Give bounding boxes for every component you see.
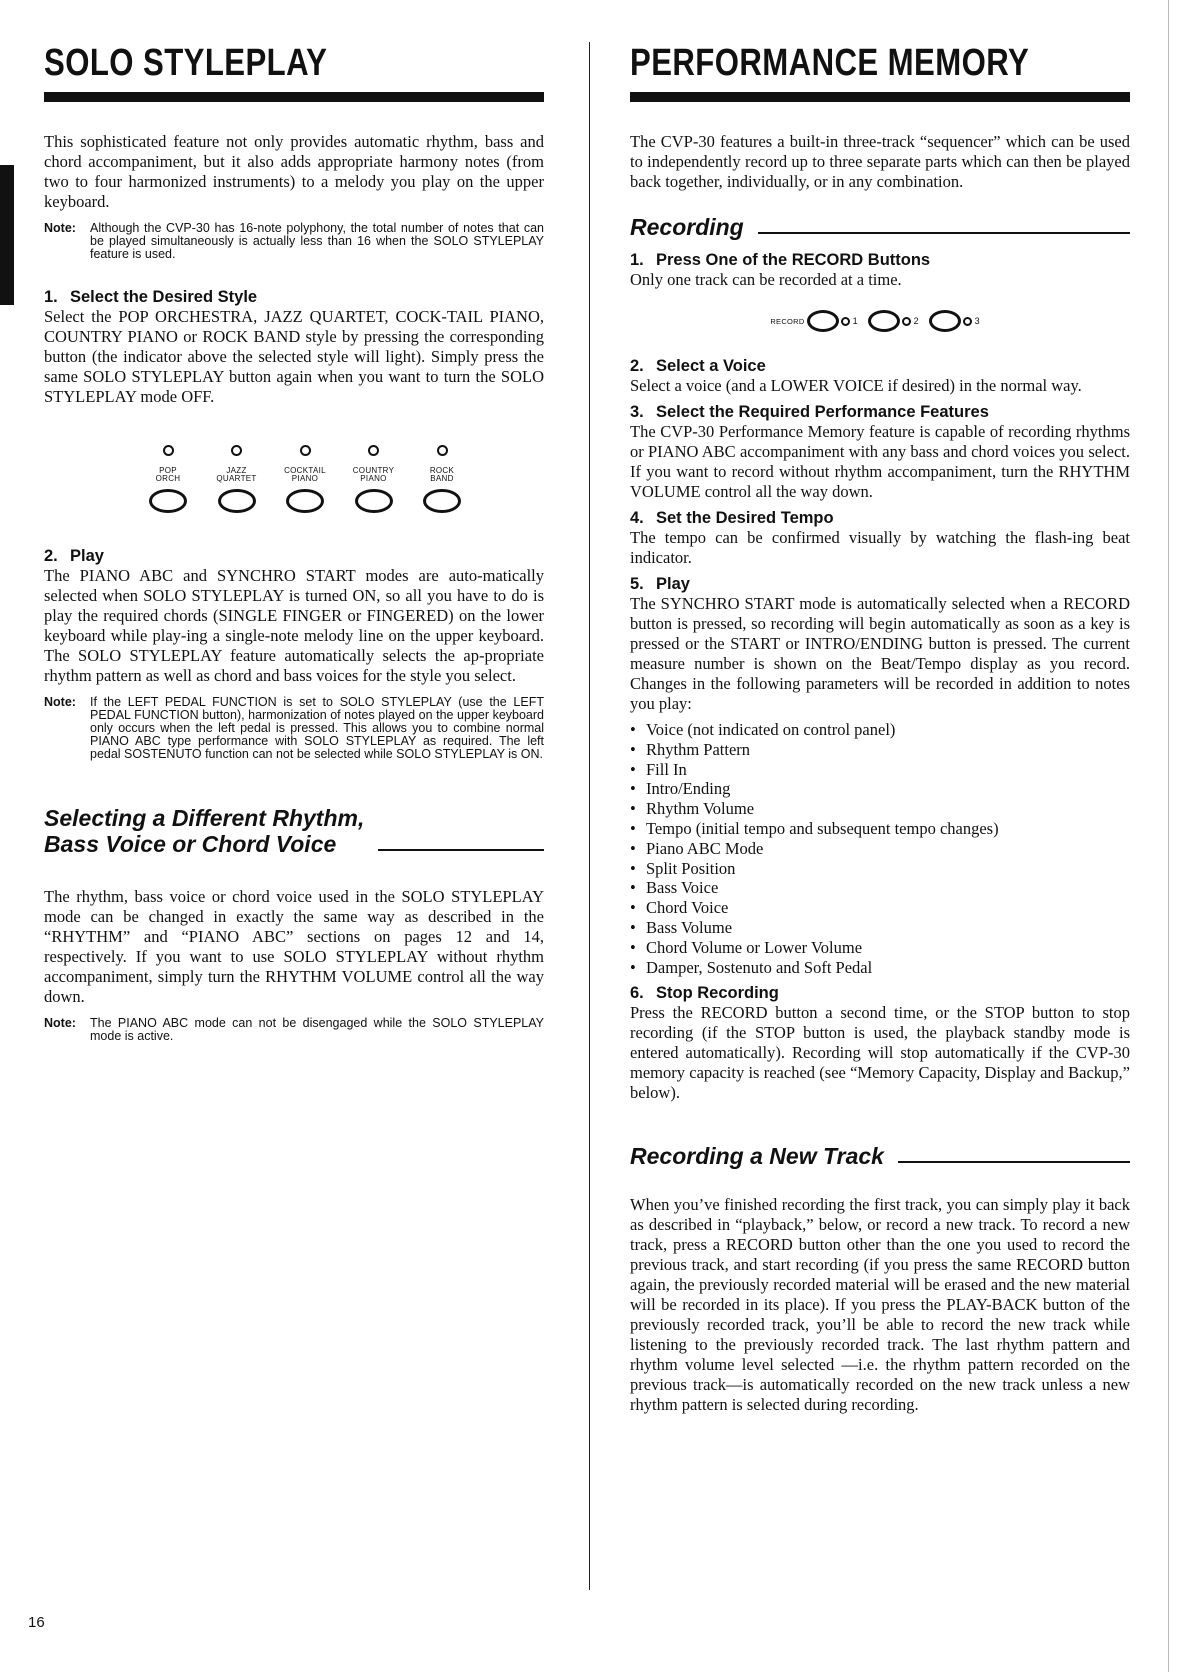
style-button-pop-orch[interactable] [149,489,187,513]
step-title: Select a Voice [656,357,766,375]
step-heading [44,546,544,566]
style-jazz-quartet [209,443,265,518]
step-heading [44,287,544,307]
step-number: 2. [630,357,644,375]
step-number: 5. [630,575,644,593]
different-rhythm-body: The rhythm, bass voice or chord voice used in the SOLO STYLEPLAY mode can be changed in exactly the same way as described in the “RHYTHM” and “PIANO ABC” sections on pages 12 and 14, respectively. If you want to use SOLO STYLEPLAY without rhythm accompaniment, simply turn the RHYTHM VOLUME control all the way down. [44,887,544,1006]
style-button-country-piano[interactable] [355,489,393,513]
record-button-1[interactable] [807,310,839,332]
note-piano-abc [44,1017,544,1043]
step-heading [630,574,1130,594]
list-item: • Rhythm Pattern [630,740,1130,760]
step-select-voice [630,356,1130,396]
list-item: • Damper, Sostenuto and Soft Pedal [630,958,1130,978]
list-item: • Chord Voice [630,898,1130,918]
indicator-light-icon [163,445,174,456]
list-item: • Fill In [630,760,1130,780]
column-divider [589,42,590,1590]
new-track-body: When you’ve finished recording the first track, you can simply play it back as described in “playback,” below, or record a new track. To record a new track, press a RECORD button other than the one you used to record the previous track, and start recording (if you press the same RECORD button again, the previously recorded material will be erased and the new material will be recorded in its place). If you press the PLAY-BACK button of the previously recorded track, you’ll be able to record the new track while listening to the previously recorded track. The last rhythm pattern and rhythm volume level selected —i.e. the rhythm pattern recorded on the previous track—is automatically recorded on the new track unless a new rhythm pattern is selected during recording. [630,1195,1130,1415]
page-title-solo-styleplay: SOLO STYLEPLAY [44,42,328,84]
heading-rule [378,849,544,851]
indicator-light-icon [368,445,379,456]
style-button-cocktail-piano[interactable] [286,489,324,513]
list-item: • Intro/Ending [630,779,1130,799]
step-body: The PIANO ABC and SYNCHRO START modes are auto-matically selected when SOLO STYLEPLAY is turned ON, so all you have to do is play the required chords (SINGLE FINGER or FINGERED) on the lower keyboard while play-ing a single-note melody line on the upper keyboard. The SOLO STYLEPLAY feature automatically selects the ap-propriate rhythm pattern as well as chord and bass voices for the style you select. [44,566,544,685]
record-button-panel [630,310,1130,332]
step-number: 2. [44,547,58,565]
style-button-rock-band[interactable] [423,489,461,513]
section-heading-recording [630,214,1130,240]
step-body: Only one track can be recorded at a time. [630,270,902,289]
record-number: 3 [974,316,980,326]
step-stop-recording [630,983,1130,1103]
indicator-light-icon [963,317,972,326]
list-item: • Bass Voice [630,878,1130,898]
style-button-panel [140,443,470,518]
style-label: POP ORCH [155,466,181,483]
step-number: 6. [630,984,644,1003]
solo-styleplay-intro: This sophisticated feature not only provides automatic rhythm, bass and chord accompaniment, but it also adds appropriate harmony notes (from two to four harmonized instruments) to a melody you play on the upper keyboard. [44,132,544,211]
page-edge-line [1168,0,1169,1672]
step-press-record [630,250,1130,290]
style-pop-orch [140,443,196,518]
step-number: 1. [630,251,644,269]
note-left-pedal [44,696,544,761]
note-label: Note: [44,221,76,235]
record-button-2[interactable] [868,310,900,332]
left-column [44,40,544,1043]
page-edge-tab [0,165,14,305]
step-title: Stop Recording [656,984,779,1003]
step-heading [630,250,1130,270]
list-item: • Split Position [630,859,1130,879]
step-title: Select the Desired Style [70,288,258,306]
note-polyphony [44,222,544,261]
step-body: Press the RECORD button a second time, or the STOP button to stop recording (if the STOP button is used, the playback standby mode is entered automatically). Recording will stop automatically if the CVP-30 memory capacity is reached (see “Memory Capacity, Display and Backup,” below). [630,1003,1130,1103]
recorded-parameters-list [630,720,1130,977]
step-body: The CVP-30 Performance Memory feature is capable of recording rhythms or PIANO ABC accompaniment with any bass and chord voices you select. If you want to record without rhythm accompaniment, turn the RHYTHM VOLUME control all the way down. [630,422,1130,501]
note-label: Note: [44,695,76,709]
step-number: 1. [44,288,58,306]
page-number: 16 [28,1614,45,1631]
section-heading-different-rhythm [44,805,544,857]
step-select-style [44,287,544,407]
step-heading [630,983,1130,1003]
page-title-performance-memory: PERFORMANCE MEMORY [630,42,1030,84]
list-item: • Chord Volume or Lower Volume [630,938,1130,958]
step-body: Select the POP ORCHESTRA, JAZZ QUARTET, COCK-TAIL PIANO, COUNTRY PIANO or ROCK BAND style by pressing the corresponding button (the indicator above the selected style will light). Simply press the same SOLO STYLEPLAY button again when you want to turn the SOLO STYLEPLAY mode OFF. [44,307,544,406]
step-performance-features [630,402,1130,502]
heading-rule [758,232,1130,234]
section-title: Recording [630,214,744,240]
record-number: 2 [913,316,919,326]
list-item: • Rhythm Volume [630,799,1130,819]
record-label: RECORD [770,316,805,326]
step-number: 3. [630,403,644,421]
step-title: Select the Required Performance Features [656,403,989,421]
style-cocktail-piano [277,443,333,518]
step-play-recording [630,574,1130,977]
note-text: The PIANO ABC mode can not be disengaged while the SOLO STYLEPLAY mode is active. [90,1016,544,1043]
indicator-light-icon [300,445,311,456]
list-item: • Voice (not indicated on control panel) [630,720,1130,740]
step-body: Select a voice (and a LOWER VOICE if desired) in the normal way. [630,376,1082,395]
style-country-piano [346,443,402,518]
step-title: Set the Desired Tempo [656,509,834,527]
step-heading [630,356,1130,376]
right-column [630,40,1130,1415]
indicator-light-icon [841,317,850,326]
title-underline-bar [630,92,1130,102]
step-heading [630,508,1130,528]
step-play [44,546,544,686]
list-item: • Bass Volume [630,918,1130,938]
indicator-light-icon [437,445,448,456]
record-button-3[interactable] [929,310,961,332]
step-title: Play [70,547,104,565]
list-item: • Piano ABC Mode [630,839,1130,859]
style-button-jazz-quartet[interactable] [218,489,256,513]
style-rock-band [414,443,470,518]
indicator-light-icon [231,445,242,456]
style-label: COUNTRY PIANO [352,466,395,483]
step-body: The SYNCHRO START mode is automatically selected when a RECORD button is pressed, so recording will begin automatically as soon as a key is pressed or the START or INTRO/ENDING button is pressed. The current measure number is shown on the Beat/Tempo display as you record. Changes in the following parameters will be recorded in addition to notes you play: [630,594,1130,713]
step-heading [630,402,1130,422]
performance-memory-intro: The CVP-30 features a built-in three-track “sequencer” which can be used to independently record up to three separate parts which can then be played back together, individually, or in any combination. [630,132,1130,191]
style-label: ROCK BAND [429,466,455,483]
title-underline-bar [44,92,544,102]
step-title: Press One of the RECORD Buttons [656,251,931,269]
section-title: Recording a New Track [630,1143,884,1170]
step-number: 4. [630,509,644,527]
record-number: 1 [852,316,858,326]
step-set-tempo [630,508,1130,568]
step-title: Play [656,575,690,593]
note-text: Although the CVP-30 has 16-note polyphony, the total number of notes that can be played simultaneously is actually less than 16 when the SOLO STYLEPLAY feature is used. [90,221,544,261]
section-title: Selecting a Different Rhythm, Bass Voice or Chord Voice [44,805,365,857]
step-body: The tempo can be confirmed visually by watching the flash-ing beat indicator. [630,528,1130,567]
note-text: If the LEFT PEDAL FUNCTION is set to SOLO STYLEPLAY (use the LEFT PEDAL FUNCTION button), harmonization of notes played on the upper keyboard only occurs when the left pedal is pressed. This allows you to combine normal PIANO ABC type performance with SOLO STYLEPLAY as required. The left pedal SOSTENUTO function can not be selected while SOLO STYLEPLAY is ON. [90,695,544,761]
indicator-light-icon [902,317,911,326]
style-label: COCKTAIL PIANO [284,466,326,483]
heading-rule [898,1161,1130,1163]
style-label: JAZZ QUARTET [216,466,257,483]
section-heading-new-track [630,1143,1130,1169]
list-item: • Tempo (initial tempo and subsequent tempo changes) [630,819,1130,839]
note-label: Note: [44,1016,76,1030]
